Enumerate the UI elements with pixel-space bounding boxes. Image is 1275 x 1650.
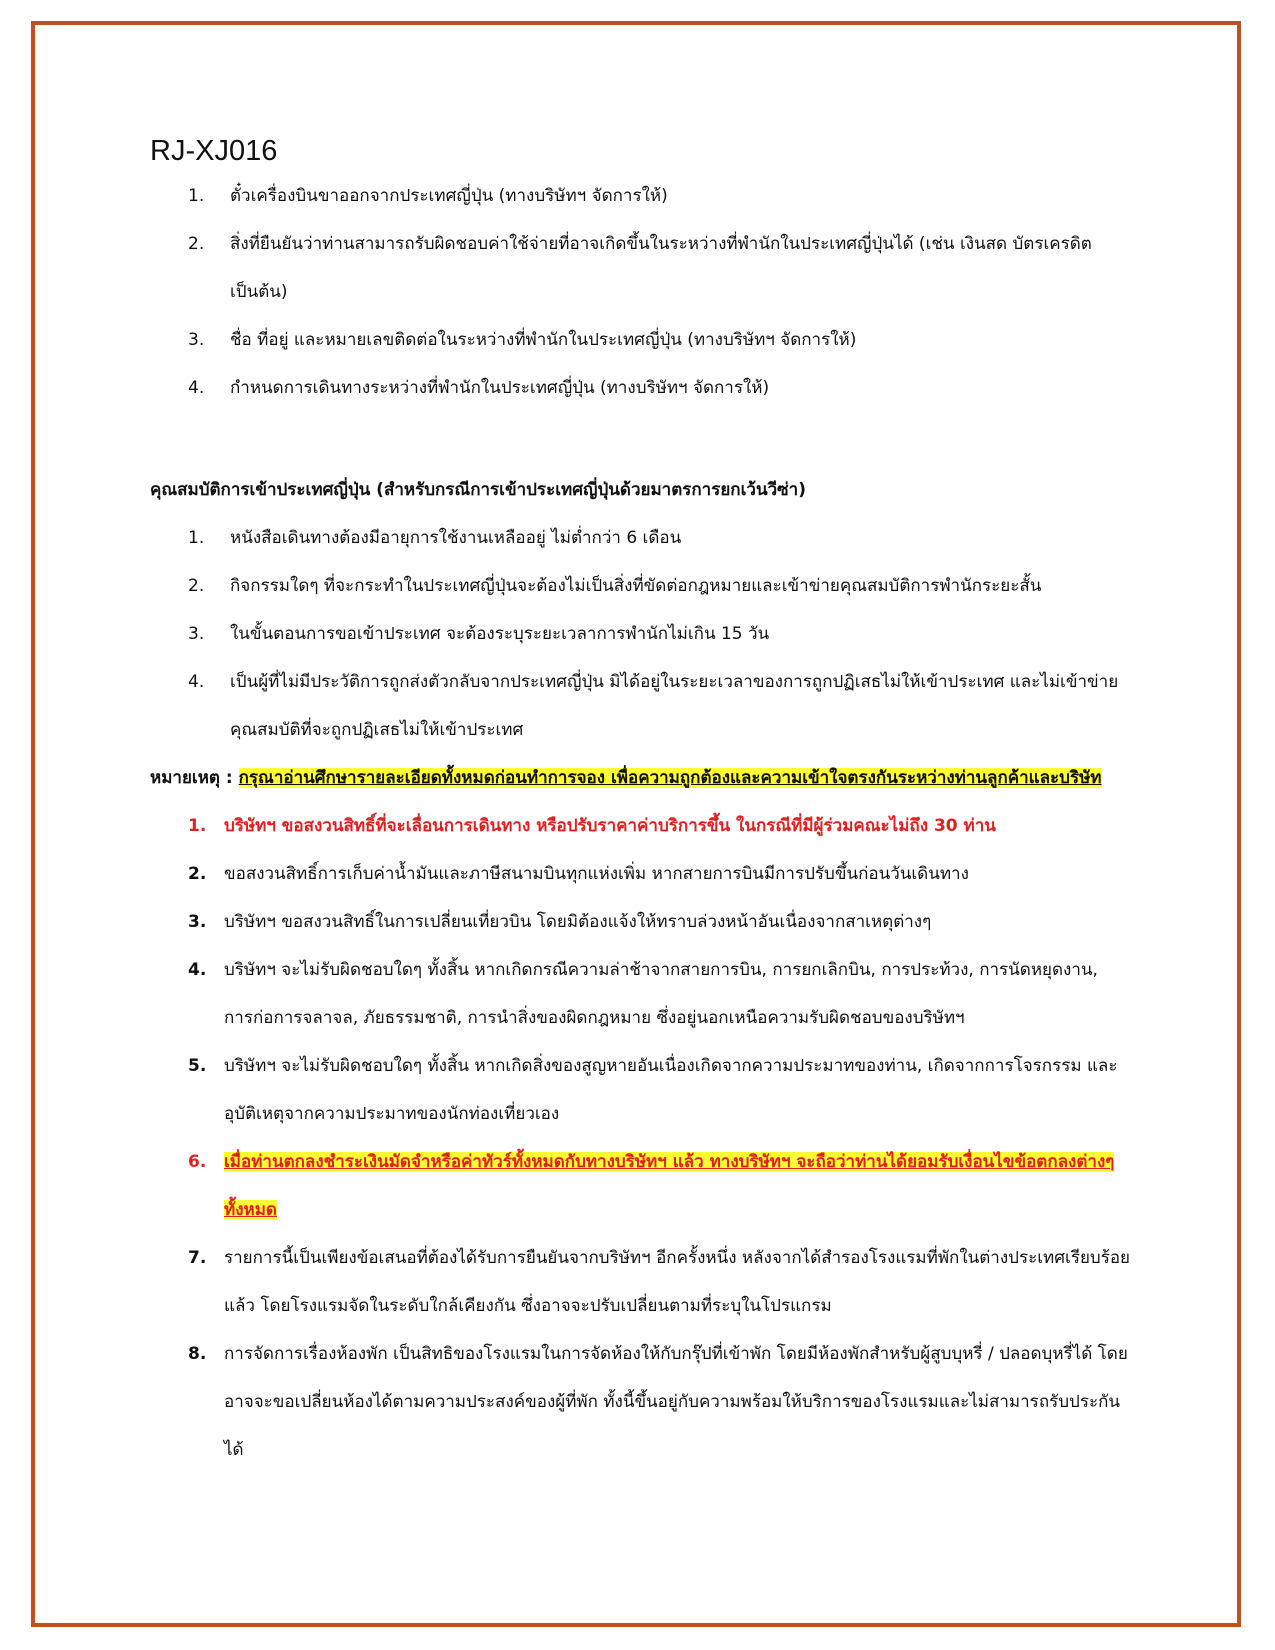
list-item-text: ตั๋วเครื่องบินขาออกจากประเทศญี่ปุ่น (ทางบริษัทฯ จัดการให้)	[230, 186, 668, 206]
remark	[150, 754, 1130, 802]
list-item	[150, 172, 1130, 220]
list-item-number: 1.	[188, 186, 205, 206]
highlighted-condition-text: เมื่อท่านตกลงชำระเงินมัดจำหรือค่าทัวร์ทั้งหมดกับทางบริษัทฯ แล้ว ทางบริษัทฯ จะถือว่าท่านได้ยอมรับเงื่อนไขข้อตกลงต่างๆ ทั้งหมด	[224, 1152, 1115, 1220]
qualification-list	[150, 514, 1130, 754]
list-item-number: 3.	[188, 624, 205, 644]
list-item-text: บริษัทฯ ขอสงวนสิทธิ์ในการเปลี่ยนเที่ยวบิน โดยมิต้องแจ้งให้ทราบล่วงหน้าอันเนื่องจากสาเหตุต่างๆ	[224, 912, 932, 932]
list-item-number: 3.	[188, 330, 205, 350]
list-item-text: บริษัทฯ จะไม่รับผิดชอบใดๆ ทั้งสิ้น หากเกิดกรณีความล่าช้าจากสายการบิน, การยกเลิกบิน, การประท้วง, การนัดหยุดงาน, การก่อการจลาจล, ภัยธรรมชาติ, การนำสิ่งของผิดกฎหมาย ซึ่งอยู่นอกเหนือความรับผิดชอบของบริษัทฯ	[224, 960, 1098, 1028]
list-item-text: การจัดการเรื่องห้องพัก เป็นสิทธิของโรงแรมในการจัดห้องให้กับกรุ๊ปที่เข้าพัก โดยมีห้องพักสำหรับผู้สูบบุหรี่ / ปลอดบุหรี่ได้ โดยอาจจะขอเปลี่ยนห้องได้ตามความประสงค์ของผู้ที่พัก ทั้งนี้ขึ้นอยู่กับความพร้อมให้บริการของโรงแรมและไม่สามารถรับประกันได้	[224, 1344, 1128, 1460]
list-item-number: 2.	[188, 234, 205, 254]
list-item-text: บริษัทฯ จะไม่รับผิดชอบใดๆ ทั้งสิ้น หากเกิดสิ่งของสูญหายอันเนื่องเกิดจากความประมาทของท่าน, เกิดจากการโจรกรรม และอุบัติเหตุจากความประมาทของนักท่องเที่ยวเอง	[224, 1056, 1118, 1124]
list-item	[150, 364, 1130, 412]
list-item	[150, 316, 1130, 364]
document-code: RJ-XJ016	[150, 135, 278, 167]
list-item	[150, 1138, 1130, 1234]
list-item-number: 4.	[188, 672, 205, 692]
list-item	[150, 610, 1130, 658]
list-item	[150, 1042, 1130, 1138]
list-item	[150, 850, 1130, 898]
list-item	[150, 898, 1130, 946]
list-item	[150, 1330, 1130, 1474]
list-item-text: บริษัทฯ ขอสงวนสิทธิ์ที่จะเลื่อนการเดินทาง หรือปรับราคาค่าบริการขึ้น ในกรณีที่มีผู้ร่วมคณะไม่ถึง 30 ท่าน	[224, 816, 996, 836]
list-item-text: ในขั้นตอนการขอเข้าประเทศ จะต้องระบุระยะเวลาการพำนักไม่เกิน 15 วัน	[230, 624, 770, 644]
list-item	[150, 658, 1130, 754]
list-item-number: 6.	[188, 1152, 207, 1172]
list-item-text: กำหนดการเดินทางระหว่างที่พำนักในประเทศญี่ปุ่น (ทางบริษัทฯ จัดการให้)	[230, 378, 770, 398]
remark-label: หมายเหตุ :	[150, 768, 233, 788]
list-item-number: 2.	[188, 864, 207, 884]
section-gap	[150, 412, 1130, 466]
list-item-number: 2.	[188, 576, 205, 596]
list-item-text	[224, 1152, 1114, 1220]
list-item	[150, 946, 1130, 1042]
list-item-number: 4.	[188, 378, 205, 398]
remark-highlight-text: กรุณาอ่านศึกษารายละเอียดทั้งหมดก่อนทำการจอง เพื่อความถูกต้องและความเข้าใจตรงกันระหว่างท่านลูกค้าและบริษัท	[238, 768, 1102, 788]
list-item	[150, 514, 1130, 562]
list-item-number: 5.	[188, 1056, 207, 1076]
list-item	[150, 1234, 1130, 1330]
list-item-text: กิจกรรมใดๆ ที่จะกระทำในประเทศญี่ปุ่นจะต้องไม่เป็นสิ่งที่ขัดต่อกฎหมายและเข้าข่ายคุณสมบัติการพำนักระยะสั้น	[230, 576, 1042, 596]
list-item-text: เป็นผู้ที่ไม่มีประวัติการถูกส่งตัวกลับจากประเทศญี่ปุ่น มิได้อยู่ในระยะเวลาของการถูกปฏิเสธไม่ให้เข้าประเทศ และไม่เข้าข่ายคุณสมบัติที่จะถูกปฏิเสธไม่ให้เข้าประเทศ	[230, 672, 1119, 740]
conditions-list	[150, 802, 1130, 1474]
list-item-number: 1.	[188, 816, 207, 836]
list-item-text: สิ่งที่ยืนยันว่าท่านสามารถรับผิดชอบค่าใช้จ่ายที่อาจเกิดขึ้นในระหว่างที่พำนักในประเทศญี่ปุ่นได้ (เช่น เงินสด บัตรเครดิต เป็นต้น)	[230, 234, 1092, 302]
list-item-text: รายการนี้เป็นเพียงข้อเสนอที่ต้องได้รับการยืนยันจากบริษัทฯ อีกครั้งหนึ่ง หลังจากได้สำรองโรงแรมที่พักในต่างประเทศเรียบร้อยแล้ว โดยโรงแรมจัดในระดับใกล้เคียงกัน ซึ่งอาจจะปรับเปลี่ยนตามที่ระบุในโปรแกรม	[224, 1248, 1131, 1316]
qualification-heading: คุณสมบัติการเข้าประเทศญี่ปุ่น (สำหรับกรณีการเข้าประเทศญี่ปุ่นด้วยมาตรการยกเว้นวีซ่า)	[150, 480, 806, 500]
list-item-number: 8.	[188, 1344, 207, 1364]
list-item	[150, 220, 1130, 316]
list-item-number: 1.	[188, 528, 205, 548]
list-item-number: 4.	[188, 960, 207, 980]
list-item	[150, 562, 1130, 610]
document-body	[150, 134, 1130, 1474]
required-documents-list	[150, 172, 1130, 412]
list-item-number: 7.	[188, 1248, 207, 1268]
list-item-number: 3.	[188, 912, 207, 932]
list-item-text: ชื่อ ที่อยู่ และหมายเลขติดต่อในระหว่างที่พำนักในประเทศญี่ปุ่น (ทางบริษัทฯ จัดการให้)	[230, 330, 857, 350]
list-item	[150, 802, 1130, 850]
list-item-text: หนังสือเดินทางต้องมีอายุการใช้งานเหลืออยู่ ไม่ต่ำกว่า 6 เดือน	[230, 528, 682, 548]
list-item-text: ขอสงวนสิทธิ์การเก็บค่าน้ำมันและภาษีสนามบินทุกแห่งเพิ่ม หากสายการบินมีการปรับขึ้นก่อนวันเดินทาง	[224, 864, 969, 884]
